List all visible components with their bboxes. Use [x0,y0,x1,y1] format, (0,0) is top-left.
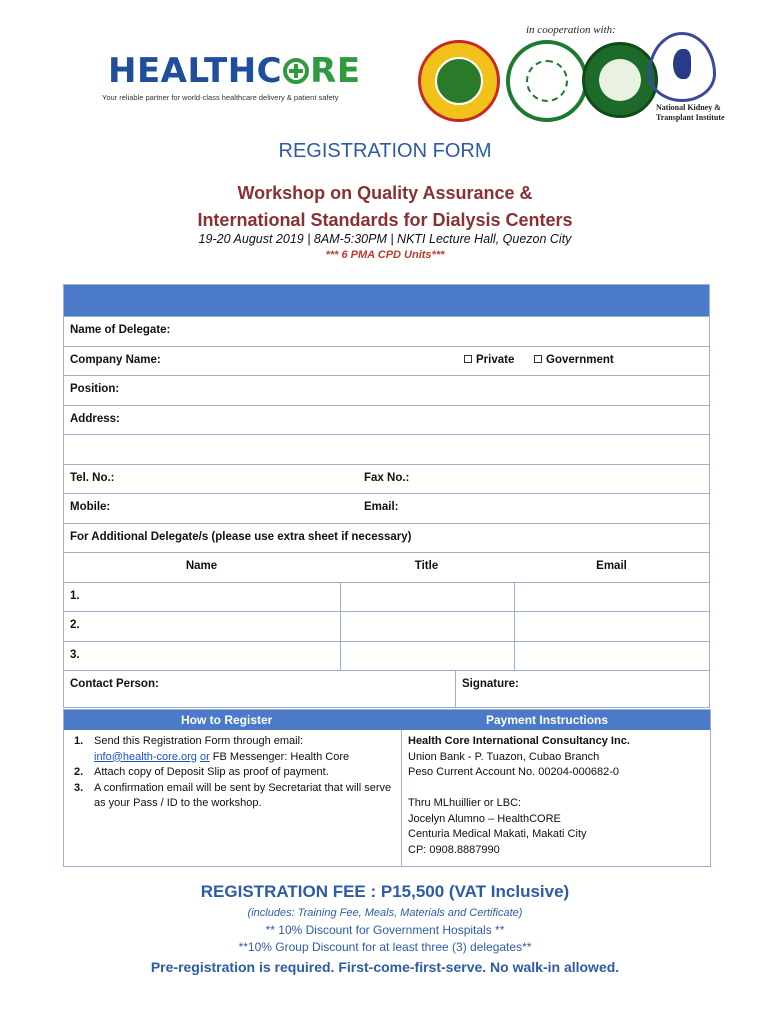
mobile-email-row[interactable] [64,494,709,524]
nkti-kidney-icon [673,49,691,79]
col-email-header: Email [596,560,627,572]
company-label: Company Name: [70,353,161,366]
col-title-header: Title [414,560,439,572]
address-row-2[interactable] [64,435,709,465]
registration-steps [74,734,394,812]
government-checkbox[interactable] [534,354,614,366]
payment-account: Peso Current Account No. 00204-000682-0 [408,766,619,778]
event-details: 19-20 August 2019 | 8AM-5:30PM | NKTI Lecture Hall, Quezon City [198,232,572,246]
payment-details [408,734,630,858]
payment-instructions-heading: Payment Instructions [486,713,609,727]
delegate-row-2-email-cell[interactable] [514,612,515,641]
tagline: Your reliable partner for world-class healthcare delivery & patient safety [102,93,339,102]
name-row[interactable] [64,317,709,347]
government-checkbox-box[interactable] [534,355,542,363]
registration-table [63,284,710,708]
how-to-register-heading: How to Register [181,713,273,727]
private-label: Private [476,353,515,366]
step-1 [74,734,394,765]
payment-address: Centuria Medical Makati, Makati City [408,828,587,840]
private-hospitals-seal-icon [582,42,658,118]
delegate-row-3-title-cell[interactable] [340,642,341,671]
payment-thru: Thru MLhuillier or LBC: [408,797,522,809]
nkti-line2: Transplant Institute [656,113,725,122]
position-row[interactable] [64,376,709,406]
mobile-label: Mobile: [70,501,111,513]
nkti-line1: National Kidney & [656,103,721,112]
step-1-rest: FB Messenger: Health Core [212,750,350,763]
step-2 [74,765,394,781]
signature-cell[interactable] [455,671,456,707]
delegate-row-1-title-cell[interactable] [340,583,341,612]
delegate-row-1-email-cell[interactable] [514,583,515,612]
instructions-divider [401,730,402,866]
additional-delegates-row [64,524,709,554]
delegate-row-3-email-cell[interactable] [514,642,515,671]
doh-seal-center [435,57,483,105]
delegate-row-2[interactable] [64,612,709,642]
logo-text-part2: RE [310,51,361,91]
address-row[interactable] [64,406,709,436]
payment-bank: Union Bank - P. Tuazon, Cubao Branch [408,750,600,763]
group-discount: **10% Group Discount for at least three (3) delegates** [238,940,532,954]
cpd-units: *** 6 PMA CPD Units*** [325,249,445,261]
col-name-header: Name [185,560,218,572]
step-2-number: 2. [74,766,84,778]
workshop-line1: Workshop on Quality Assurance & [237,183,533,203]
workshop-title [0,180,770,234]
hospital-association-seal-center [526,60,568,102]
logo-text-part1: HEALTHC [108,51,283,91]
cooperation-label: in cooperation with: [526,24,616,36]
logo-cross-icon [283,58,309,84]
tel-fax-row[interactable] [64,465,709,495]
delegate-row-2-number: 2. [70,619,80,631]
delegate-row-1[interactable] [64,583,709,613]
hospital-association-seal-icon [506,40,588,122]
step-3-number: 3. [74,781,84,794]
delegate-row-3[interactable] [64,642,709,672]
payment-spacer [408,781,630,797]
private-checkbox[interactable] [464,354,514,366]
step-2-text: Attach copy of Deposit Slip as proof of payment. [94,766,329,778]
contact-signature-row[interactable] [64,671,709,707]
name-label: Name of Delegate: [70,324,171,336]
step-1-number: 1. [74,735,84,747]
email-link[interactable]: info@health-core.org [94,750,197,763]
position-label: Position: [70,383,120,395]
form-title: REGISTRATION FORM [278,140,492,162]
address-label: Address: [70,412,120,425]
company-row[interactable] [64,347,709,377]
government-discount: ** 10% Discount for Government Hospitals ** [265,923,505,937]
or-text: or [199,750,210,763]
private-checkbox-box[interactable] [464,355,472,363]
private-hospitals-seal-center [599,59,641,101]
payment-cp: CP: 0908.8887990 [408,843,500,856]
fax-label: Fax No.: [364,471,410,484]
preregistration-notice: Pre-registration is required. First-come-first-serve. No walk-in allowed. [150,959,620,975]
delegate-row-3-number: 3. [70,648,80,661]
step-1-content [94,734,349,765]
additional-label: For Additional Delegate/s (please use extra sheet if necessary) [70,530,412,543]
nkti-logo-icon [648,32,716,102]
delegate-row-1-number: 1. [70,589,80,602]
payment-person: Jocelyn Alumno – HealthCORE [408,812,561,825]
nkti-name [656,103,736,123]
government-label: Government [546,353,614,366]
payment-company: Health Core International Consultancy Inc. [408,735,630,747]
registration-fee: REGISTRATION FEE : P15,500 (VAT Inclusive) [200,882,570,901]
fee-includes: (includes: Training Fee, Meals, Materials and Certificate) [247,907,523,919]
instructions-box [63,709,711,867]
email-label: Email: [364,501,399,513]
doh-seal-icon [418,40,500,122]
table-header-bar [64,285,709,317]
step-3 [74,781,394,812]
tel-label: Tel. No.: [70,471,115,484]
step-1-text: Send this Registration Form through email: [94,735,304,747]
delegate-row-2-title-cell[interactable] [340,612,341,641]
contact-label: Contact Person: [70,678,159,690]
workshop-line2: International Standards for Dialysis Centers [197,210,573,230]
signature-label: Signature: [462,678,519,690]
delegate-columns-row [64,553,709,583]
instructions-header-bar [64,710,710,730]
step-3-text: A confirmation email will be sent by Secretariat that will serve as your Pass / ID to the workshop. [94,781,392,809]
healthcore-logo [108,51,361,91]
